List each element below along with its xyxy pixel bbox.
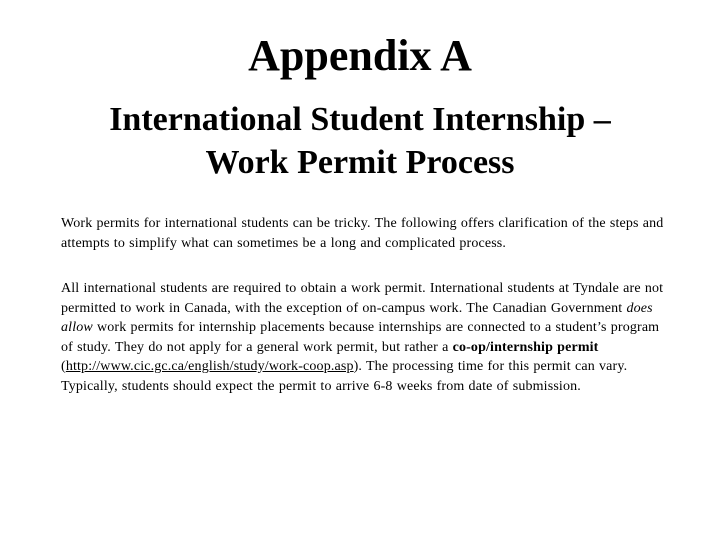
page-subtitle — [60, 98, 660, 184]
subtitle-line-2: Work Permit Process — [205, 144, 515, 181]
paragraph-text-1: All international students are required to obtain a work permit. International students at Tyndale are not permitted to work in Canada, with the exception of on-campus work. The Canadian Government — [61, 281, 664, 316]
intro-paragraph: Work permits for international students can be tricky. The following offers clarification of the steps and attempts to simplify what can sometimes be a long and complicated process. — [61, 216, 664, 251]
paragraph-text-3: ( — [61, 359, 66, 374]
subtitle-line-1: International Student Internship – — [109, 101, 611, 138]
paragraph-text-2: work permits for internship placements because internships are connected to a student’s program of study. They do not apply for a general work permit, but rather a — [61, 320, 660, 355]
page-title: Appendix A — [248, 31, 472, 80]
requirements-paragraph — [61, 279, 671, 396]
paragraph-text-4: ). The processing time for this permit can vary. Typically, students should expect the permit to arrive 6-8 weeks from date of submission. — [61, 359, 628, 394]
permit-type-bold: co-op/internship permit — [452, 339, 599, 355]
emphasis-text: does allow — [61, 300, 653, 335]
cic-study-work-link[interactable]: http://www.cic.gc.ca/english/study/work-coop.asp — [65, 359, 354, 374]
